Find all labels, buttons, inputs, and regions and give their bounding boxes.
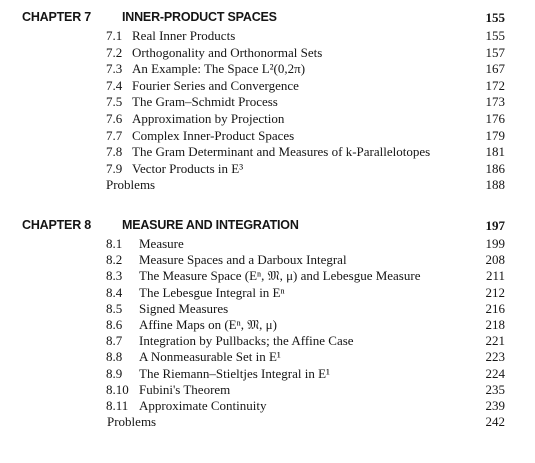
section-page-number: 239 <box>485 397 505 413</box>
section-page-number: 208 <box>485 252 505 268</box>
toc-entry <box>0 252 535 268</box>
section-number: 7.7 <box>106 127 123 143</box>
chapter-title: INNER-PRODUCT SPACES <box>122 10 277 24</box>
section-page-number: 221 <box>485 333 505 349</box>
section-title: The Gram–Schmidt Process <box>132 94 278 110</box>
section-page-number: 179 <box>485 127 505 143</box>
section-page-number: 211 <box>485 268 505 284</box>
section-number: 7.6 <box>106 110 123 126</box>
toc-entry <box>0 366 535 382</box>
section-page-number: 157 <box>485 44 505 60</box>
section-title: Real Inner Products <box>132 28 236 43</box>
problems-page-number: 188 <box>485 177 505 193</box>
section-title: The Gram Determinant and Measures of k-Parallelotopes <box>132 144 431 160</box>
section-page-number: 173 <box>485 94 505 110</box>
section-page-number: 167 <box>485 61 505 77</box>
toc-entry <box>0 301 535 317</box>
section-list <box>0 28 535 194</box>
section-number: 8.5 <box>106 300 123 316</box>
chapter-page-number: 197 <box>485 218 505 233</box>
section-number: 8.9 <box>106 365 123 381</box>
section-number: 7.8 <box>106 144 123 160</box>
section-title: Vector Products in E³ <box>132 160 244 176</box>
section-page-number: 176 <box>485 110 505 126</box>
section-number: 8.10 <box>106 381 129 397</box>
section-number: 8.7 <box>106 333 123 349</box>
section-page-number: 172 <box>485 77 505 93</box>
toc-entry <box>0 382 535 398</box>
chapter-page-number: 155 <box>485 10 505 25</box>
chapter-title: MEASURE AND INTEGRATION <box>122 218 299 232</box>
chapter-label: CHAPTER 8 <box>22 218 92 232</box>
section-number: 7.1 <box>106 28 123 43</box>
chapter-heading <box>0 10 535 28</box>
section-title: The Lebesgue Integral in Eⁿ <box>139 284 285 300</box>
section-title: Approximation by Projection <box>132 110 285 126</box>
toc-entry <box>0 317 535 333</box>
section-title: Measure <box>139 236 184 251</box>
section-page-number: 155 <box>485 28 505 43</box>
section-page-number: 223 <box>485 349 505 365</box>
section-title: Orthogonality and Orthonormal Sets <box>132 44 323 60</box>
section-list <box>0 236 535 430</box>
section-number: 8.2 <box>106 252 123 268</box>
toc-entry <box>0 128 535 145</box>
section-page-number: 216 <box>485 300 505 316</box>
section-page-number: 218 <box>485 316 505 332</box>
section-page-number: 224 <box>485 365 505 381</box>
chapter-label: CHAPTER 7 <box>22 10 92 24</box>
section-number: 8.8 <box>106 349 123 365</box>
problems-title: Problems <box>106 177 156 193</box>
section-title: The Riemann–Stieltjes Integral in E¹ <box>139 365 330 381</box>
section-number: 7.4 <box>106 77 123 93</box>
toc-entry <box>0 111 535 128</box>
toc-entry <box>0 285 535 301</box>
section-page-number: 181 <box>485 144 505 160</box>
toc-entry <box>0 236 535 252</box>
section-title: Fubini's Theorem <box>139 381 231 397</box>
section-number: 7.5 <box>106 94 123 110</box>
section-number: 7.2 <box>106 44 123 60</box>
toc-entry <box>0 349 535 365</box>
problems-title: Problems <box>107 414 157 430</box>
section-title: Integration by Pullbacks; the Affine Case <box>139 333 354 349</box>
chapter-heading <box>0 218 535 236</box>
section-number: 7.9 <box>106 160 123 176</box>
section-page-number: 212 <box>485 284 505 300</box>
toc-entry <box>0 61 535 78</box>
section-title: Affine Maps on (Eⁿ, 𝔐, μ) <box>139 316 277 332</box>
section-number: 8.3 <box>106 268 123 284</box>
section-number: 8.1 <box>106 236 123 251</box>
section-title: Signed Measures <box>139 300 229 316</box>
toc-entry <box>0 398 535 414</box>
toc-entry <box>0 78 535 95</box>
section-title: An Example: The Space L²(0,2π) <box>132 61 306 77</box>
section-title: Complex Inner-Product Spaces <box>132 127 295 143</box>
section-title: The Measure Space (Eⁿ, 𝔐, μ) and Lebesgue Measure <box>139 268 421 284</box>
toc-entry <box>0 28 535 45</box>
section-number: 8.4 <box>106 284 123 300</box>
toc-entry <box>0 268 535 284</box>
chapter-8 <box>0 218 535 430</box>
toc-entry-problems <box>0 177 535 194</box>
section-page-number: 186 <box>485 160 505 176</box>
toc-entry <box>0 94 535 111</box>
section-title: Fourier Series and Convergence <box>132 77 299 93</box>
section-number: 8.6 <box>106 316 123 332</box>
chapter-7 <box>0 10 535 194</box>
section-title: Measure Spaces and a Darboux Integral <box>139 252 347 268</box>
section-number: 8.11 <box>106 397 129 413</box>
toc-entry <box>0 45 535 62</box>
problems-page-number: 242 <box>485 414 505 430</box>
section-page-number: 235 <box>485 381 505 397</box>
toc-entry <box>0 144 535 161</box>
section-title: A Nonmeasurable Set in E¹ <box>139 349 281 365</box>
toc-entry <box>0 333 535 349</box>
toc-entry <box>0 161 535 178</box>
section-page-number: 199 <box>485 236 505 251</box>
toc-entry-problems <box>0 414 535 430</box>
section-title: Approximate Continuity <box>139 397 267 413</box>
section-number: 7.3 <box>106 61 123 77</box>
